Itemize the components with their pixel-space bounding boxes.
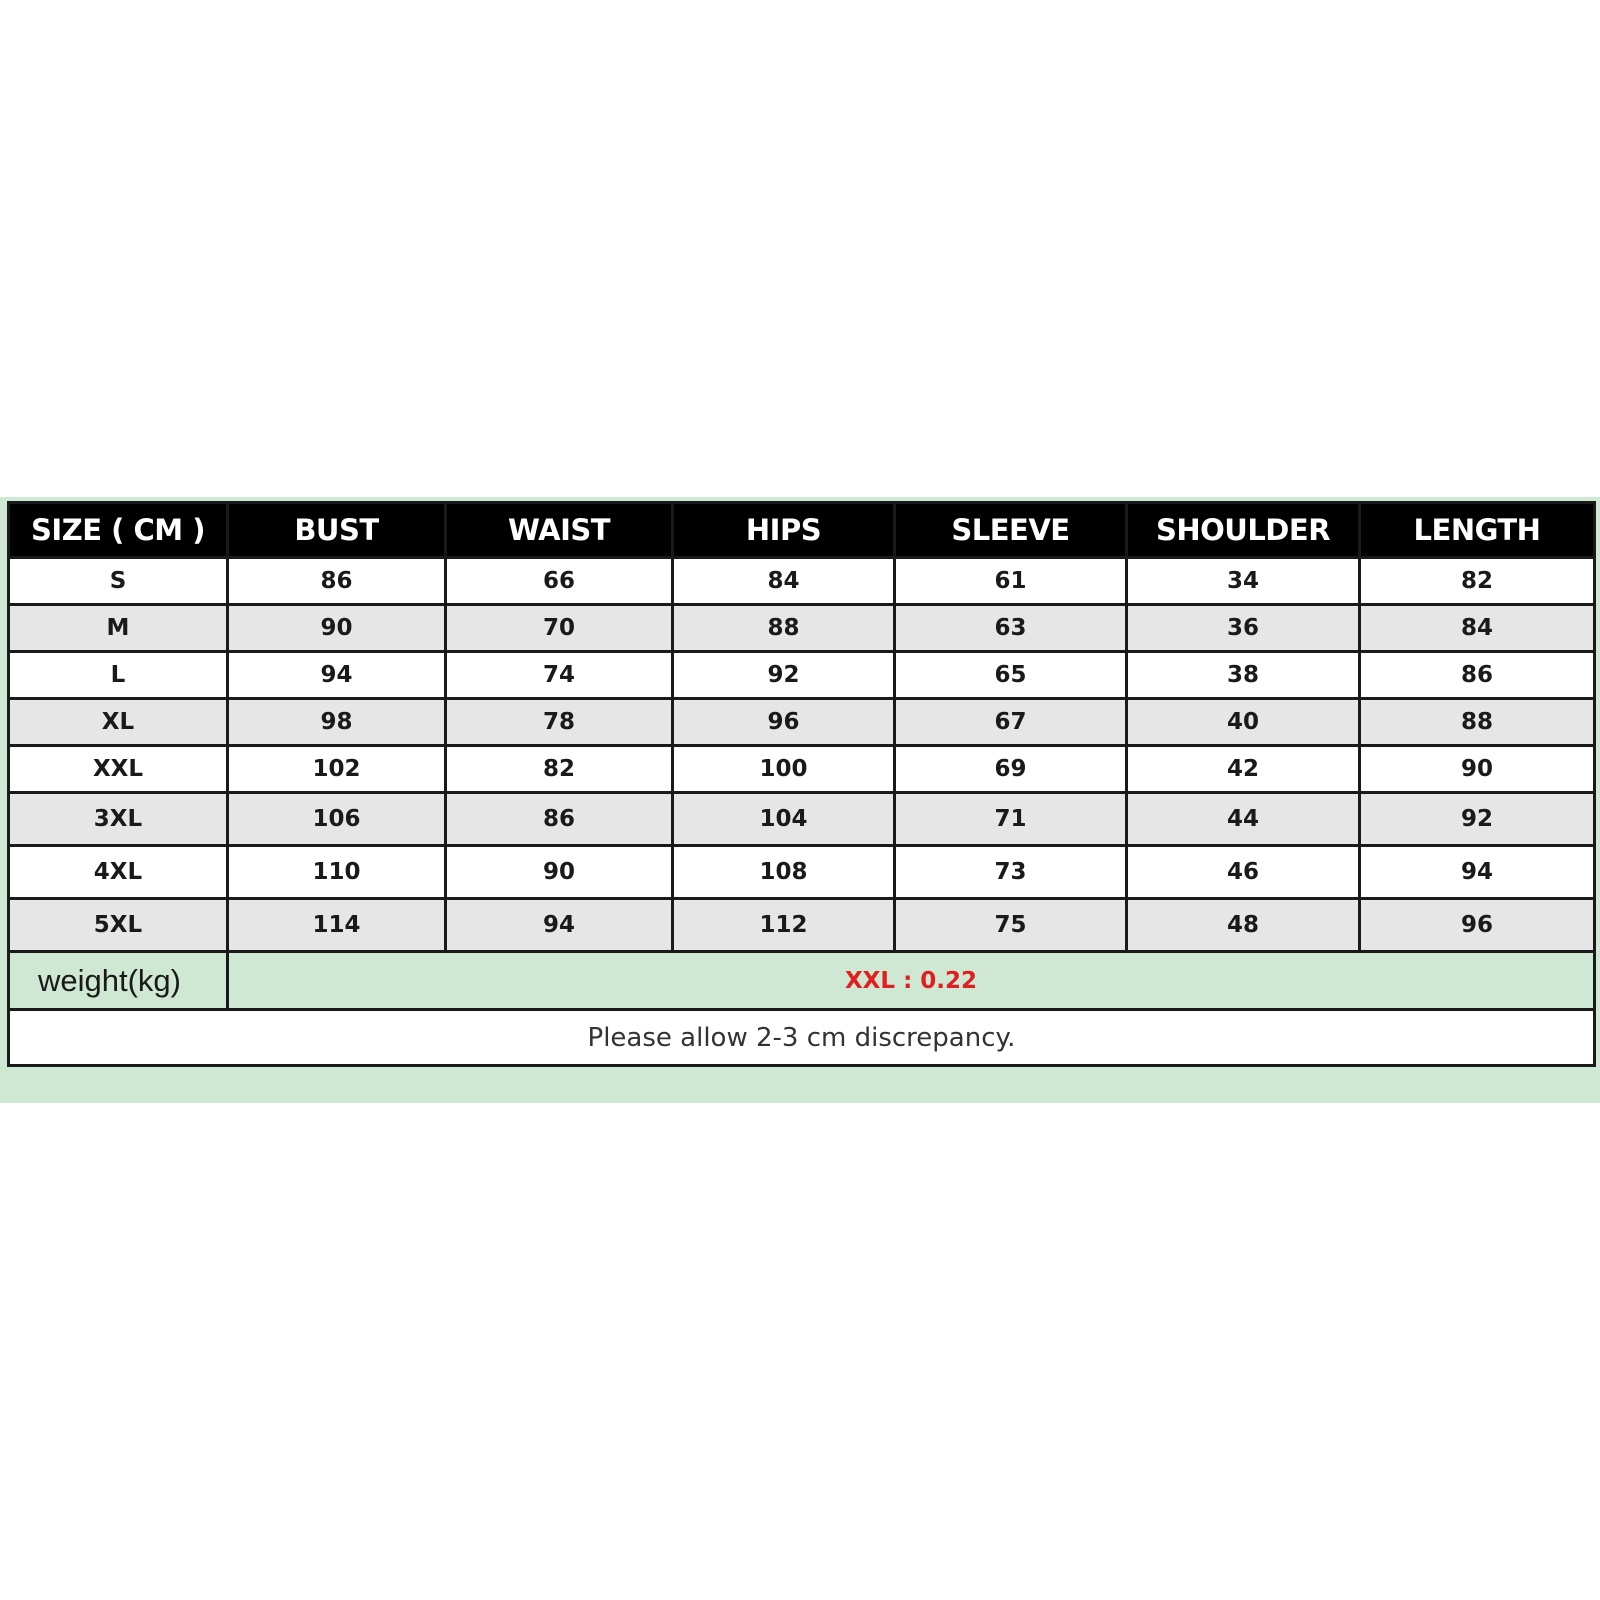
table-row: [9, 899, 1595, 952]
size-chart-frame: [0, 497, 1600, 1103]
shoulder-cell: 48: [1127, 899, 1360, 952]
size-cell: XL: [9, 699, 228, 746]
bust-cell: 114: [228, 899, 446, 952]
header-length: LENGTH: [1360, 503, 1595, 558]
length-cell: 90: [1360, 746, 1595, 793]
waist-cell: 70: [446, 605, 673, 652]
waist-cell: 66: [446, 558, 673, 605]
weight-value: XXL : 0.22: [228, 952, 1595, 1010]
header-shoulder: SHOULDER: [1127, 503, 1360, 558]
hips-cell: 100: [673, 746, 895, 793]
header-bust: BUST: [228, 503, 446, 558]
sleeve-cell: 69: [895, 746, 1127, 793]
hips-cell: 96: [673, 699, 895, 746]
size-cell: 4XL: [9, 846, 228, 899]
waist-cell: 82: [446, 746, 673, 793]
bust-cell: 106: [228, 793, 446, 846]
length-cell: 92: [1360, 793, 1595, 846]
size-cell: S: [9, 558, 228, 605]
table-row: [9, 652, 1595, 699]
bust-cell: 86: [228, 558, 446, 605]
hips-cell: 104: [673, 793, 895, 846]
note-row: [9, 1010, 1595, 1066]
bust-cell: 102: [228, 746, 446, 793]
header-sleeve: SLEEVE: [895, 503, 1127, 558]
size-chart-table: [7, 501, 1596, 1067]
bust-cell: 110: [228, 846, 446, 899]
header-size: SIZE ( CM ): [9, 503, 228, 558]
hips-cell: 84: [673, 558, 895, 605]
table-row: [9, 605, 1595, 652]
table-row: [9, 793, 1595, 846]
length-cell: 82: [1360, 558, 1595, 605]
length-cell: 88: [1360, 699, 1595, 746]
sleeve-cell: 71: [895, 793, 1127, 846]
table-row: [9, 558, 1595, 605]
size-cell: M: [9, 605, 228, 652]
size-cell: L: [9, 652, 228, 699]
hips-cell: 108: [673, 846, 895, 899]
hips-cell: 112: [673, 899, 895, 952]
shoulder-cell: 46: [1127, 846, 1360, 899]
hips-cell: 92: [673, 652, 895, 699]
length-cell: 96: [1360, 899, 1595, 952]
bust-cell: 90: [228, 605, 446, 652]
waist-cell: 90: [446, 846, 673, 899]
shoulder-cell: 38: [1127, 652, 1360, 699]
table-row: [9, 699, 1595, 746]
size-cell: 5XL: [9, 899, 228, 952]
sleeve-cell: 61: [895, 558, 1127, 605]
sleeve-cell: 63: [895, 605, 1127, 652]
header-hips: HIPS: [673, 503, 895, 558]
shoulder-cell: 34: [1127, 558, 1360, 605]
bust-cell: 94: [228, 652, 446, 699]
shoulder-cell: 40: [1127, 699, 1360, 746]
size-cell: 3XL: [9, 793, 228, 846]
size-cell: XXL: [9, 746, 228, 793]
shoulder-cell: 36: [1127, 605, 1360, 652]
weight-row: [9, 952, 1595, 1010]
shoulder-cell: 42: [1127, 746, 1360, 793]
sleeve-cell: 67: [895, 699, 1127, 746]
length-cell: 94: [1360, 846, 1595, 899]
discrepancy-note: Please allow 2-3 cm discrepancy.: [9, 1010, 1595, 1066]
waist-cell: 74: [446, 652, 673, 699]
sleeve-cell: 75: [895, 899, 1127, 952]
hips-cell: 88: [673, 605, 895, 652]
weight-label: weight(kg): [9, 952, 228, 1010]
shoulder-cell: 44: [1127, 793, 1360, 846]
sleeve-cell: 65: [895, 652, 1127, 699]
header-row: [9, 503, 1595, 558]
table-row: [9, 746, 1595, 793]
waist-cell: 86: [446, 793, 673, 846]
length-cell: 84: [1360, 605, 1595, 652]
length-cell: 86: [1360, 652, 1595, 699]
waist-cell: 78: [446, 699, 673, 746]
waist-cell: 94: [446, 899, 673, 952]
sleeve-cell: 73: [895, 846, 1127, 899]
table-row: [9, 846, 1595, 899]
header-waist: WAIST: [446, 503, 673, 558]
bust-cell: 98: [228, 699, 446, 746]
